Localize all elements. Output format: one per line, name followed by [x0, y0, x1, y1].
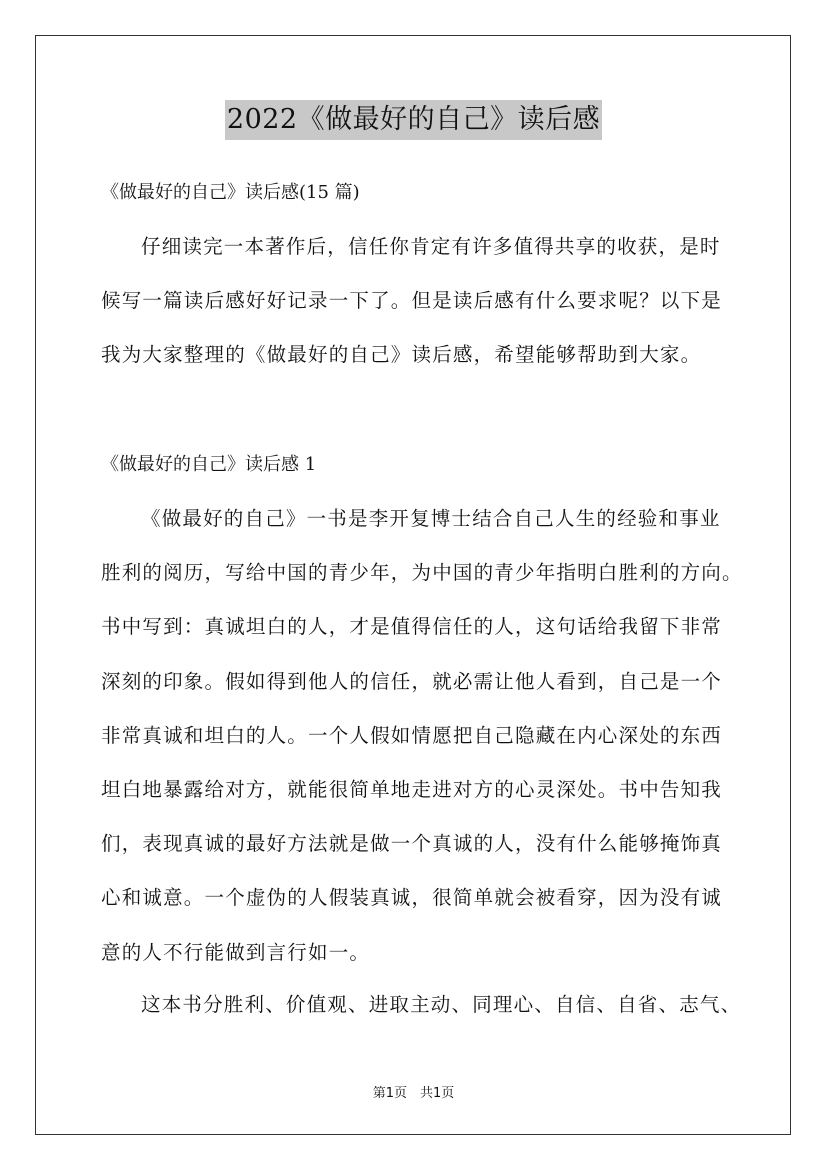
body-line: 非常真诚和坦白的人。一个人假如情愿把自己隐藏在内心深处的东西 [101, 723, 723, 747]
section-heading: 《做最好的自己》读后感 1 [101, 454, 317, 475]
document-title-wrapper [0, 100, 827, 140]
intro-paragraph [101, 220, 741, 383]
intro-line: 仔细读完一本著作后，信任你肯定有许多值得共享的收获，是时 [141, 235, 721, 258]
continuation-line: 这本书分胜利、价值观、进取主动、同理心、自信、自省、志气、 [141, 993, 742, 1016]
document-title: 2022《做最好的自己》读后感 [225, 100, 602, 140]
intro-line: 我为大家整理的《做最好的自己》读后感，希望能够帮助到大家。 [101, 343, 702, 367]
body-line: 们，表现真诚的最好方法就是做一个真诚的人，没有什么能够掩饰真 [101, 832, 723, 856]
body-line: 心和诚意。一个虚伪的人假装真诚，很简单就会被看穿，因为没有诚 [101, 886, 723, 910]
intro-line: 候写一篇读后感好好记录一下了。但是读后感有什么要求呢？以下是 [101, 289, 723, 313]
document-subtitle: 《做最好的自己》读后感(15 篇) [101, 182, 360, 203]
body-paragraph [101, 492, 741, 980]
body-line: 《做最好的自己》一书是李开复博士结合自己人生的经验和事业 [141, 507, 721, 530]
body-line: 意的人不行能做到言行如一。 [101, 940, 371, 964]
body-line: 胜利的阅历，写给中国的青少年，为中国的青少年指明白胜利的方向。 [101, 561, 743, 585]
page-footer: 第1页 共1页 [372, 1086, 455, 1101]
body-line: 坦白地暴露给对方，就能很简单地走进对方的心灵深处。书中告知我 [101, 778, 723, 802]
body-line: 深刻的印象。假如得到他人的信任，就必需让他人看到，自己是一个 [101, 669, 723, 693]
continuation-paragraph [101, 978, 741, 1032]
body-line: 书中写到：真诚坦白的人，才是值得信任的人，这句话给我留下非常 [101, 615, 723, 639]
